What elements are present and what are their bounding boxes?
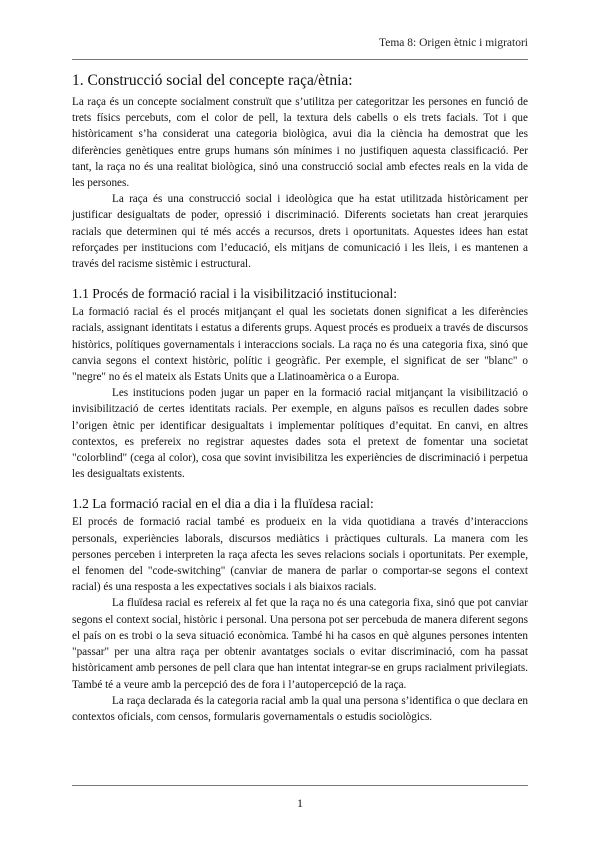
footer-rule — [72, 785, 528, 786]
paragraph: El procés de formació racial també es produeix en la vida quotidiana a través d’interaccions personals, experiències laborals, discursos mediàtics i pràctiques culturals. La manera com les persones perceben i interpreten la raça afecta les seves relacions socials i oportunitats. Per exemple, el fenomen del "code-switching" (canviar de manera de parlar o comportar-se segons el context racial) és una resposta a les expectatives socials i als biaixos racials. — [72, 516, 528, 594]
page-number: 1 — [297, 796, 303, 810]
running-header: Tema 8: Origen ètnic i migratori — [379, 37, 528, 49]
paragraph: La formació racial és el procés mitjançant el qual les societats donen significat a les diferències racials, assignant identitats i estatus a diferents grups. Aquest procés es produeix a través de discursos històrics, polítiques governamentals i interaccions socials. La raça no és una categoria fixa, sinó que canvia segons el context històric, polític i geogràfic. Per exemple, el significat de ser "blanc" o "negre" no és el mateix als Estats Units que a Llatinoamèrica o a Europa. — [72, 306, 528, 384]
subsection-heading-1-1: 1.1 Procés de formació racial i la visibilització institucional: — [72, 286, 398, 302]
section-heading-1: 1. Construcció social del concepte raça/ètnia: — [72, 72, 353, 89]
paragraph: La raça és un concepte socialment construït que s’utilitza per categoritzar les persones en funció de trets físics percebuts, com el color de pell, la textura dels cabells o els trets facials. Tot i que històricament s’ha considerat una categoria biològica, avui dia la ciència ha demostrat que les diferències genètiques entre grups humans són mínimes i no justifiquen aquesta classificació. Per tant, la raça no és una realitat biològica, sinó una construcció social amb efectes reals en la vida de les persones. — [72, 96, 528, 190]
paragraph: Les institucions poden jugar un paper en la formació racial mitjançant la visibilització o invisibilització de certes identitats racials. Per exemple, en alguns països es recullen dades sobre l’origen ètnic per identificar desigualtats i implementar polítiques d’equitat. En canvi, en altres contextos, es prefereix no registrar aquestes dades sota el pretext de fomentar una societat "colorblind" (cega al color), cosa que sovint invisibilitza les experiències de discriminació i perpetua les desigualtats existents. — [72, 387, 528, 481]
paragraph: La raça declarada és la categoria racial amb la qual una persona s’identifica o que declara en contextos oficials, com censos, formularis governamentals o estudis sociològics. — [72, 694, 528, 723]
header-rule — [72, 59, 528, 60]
paragraph: La fluïdesa racial es refereix al fet que la raça no és una categoria fixa, sinó que pot canviar segons el context social, històric i personal. Una persona pot ser percebuda de manera diferent segons el país on es trobi o la seva situació econòmica. També hi ha casos en què algunes persones intenten "passar" per una altra raça per obtenir avantatges socials o evitar discriminació, com ha passat històricament amb persones de pell clara que han intentat integrar-se en grups racialment privilegiats. També té a veure amb la percepció des de fora i l’autopercepció de la raça. — [72, 597, 528, 691]
paragraph: La raça és una construcció social i ideològica que ha estat utilitzada històricament per justificar desigualtats de poder, opressió i discriminació. Diferents societats han creat jerarquies racials que determinen qui té més accés a recursos, drets i oportunitats. Aquestes idees han estat reforçades per institucions com l’educació, els mitjans de comunicació i les lleis, i es mantenen a través del racisme sistèmic i estructural. — [72, 193, 528, 271]
subsection-heading-1-2: 1.2 La formació racial en el dia a dia i la fluïdesa racial: — [72, 496, 374, 512]
document-body — [72, 70, 528, 725]
